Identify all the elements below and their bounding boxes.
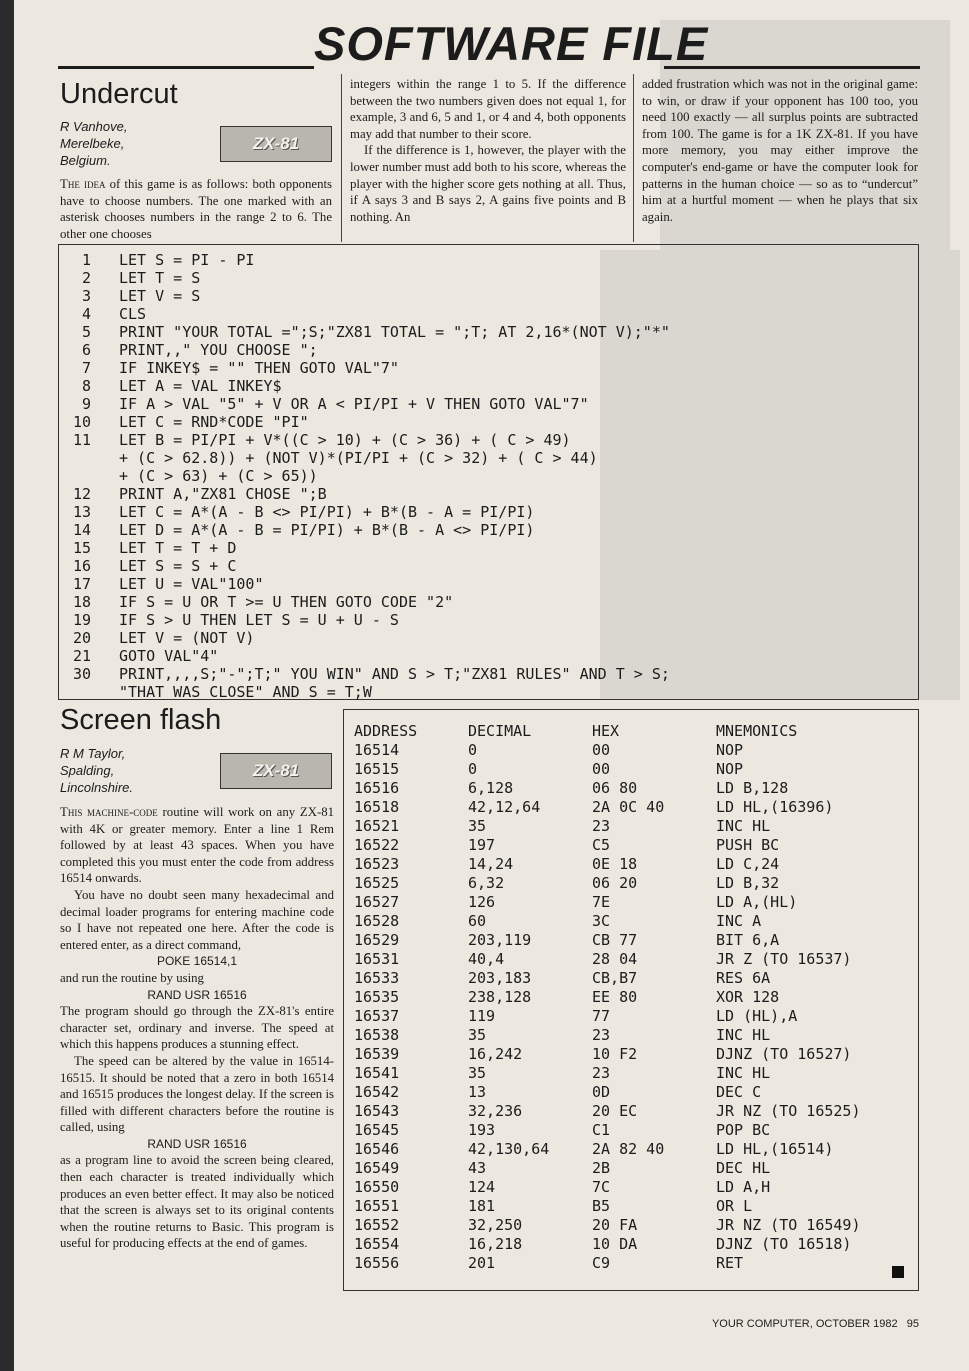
table-row: 16552 32,250 20 FA JR NZ (TO 16549) (354, 1216, 861, 1234)
table-row: 16538 35 23 INC HL (354, 1026, 771, 1044)
table-row: 16554 16,218 10 DA DJNZ (TO 16518) (354, 1235, 852, 1253)
column-rule (633, 74, 634, 242)
table-row: 16533 203,183 CB,B7 RES 6A (354, 969, 771, 987)
listing-line: LET C = A*(A - B <> PI/PI) + B*(B - A = PI/PI) (119, 503, 535, 521)
listing-line: LET B = PI/PI + V*((C > 10) + (C > 36) + ( C > 49) (119, 431, 571, 449)
page-footer (712, 1318, 919, 1330)
table-row: 16535 238,128 EE 80 XOR 128 (354, 988, 780, 1006)
listing-line: CLS (119, 305, 147, 323)
table-row: 16546 42,130,64 2A 82 40 LD HL,(16514) (354, 1140, 834, 1158)
listing-line: + (C > 63) + (C > 65)) (119, 467, 318, 485)
table-row: 16522 197 C5 PUSH BC (354, 836, 780, 854)
listing-line: LET U = VAL"100" (119, 575, 264, 593)
listing-line: LET C = RND*CODE "PI" (119, 413, 309, 431)
masthead: SOFTWARE FILE (314, 17, 709, 70)
listing-line: PRINT A,"ZX81 CHOSE ";B (119, 485, 327, 503)
listing-line: "THAT WAS CLOSE" AND S = T;W (119, 683, 372, 701)
listing-line: LET S = S + C (119, 557, 237, 575)
table-row: 16525 6,32 06 20 LD B,32 (354, 874, 780, 892)
undercut-col3: added frustration which was not in the original game: to win, or draw if your opponent has 100 too, you need 100 exactly — all surplus points are subtracted from 100. The game is for a 1K ZX-81. If you have more memory, you may either improve the computer's end-game or have the computer look for patterns in the human choice — so as to “undercut” him at a hurtful moment — when he plays that six again. (642, 77, 918, 224)
table-row: 16556 201 C9 RET (354, 1254, 744, 1272)
table-row: 16542 13 0D DEC C (354, 1083, 762, 1101)
listing-line: PRINT,," YOU CHOOSE "; (119, 341, 318, 359)
listing-line: IF S > U THEN LET S = U + U - S (119, 611, 399, 629)
table-row: 16531 40,4 28 04 JR Z (TO 16537) (354, 950, 852, 968)
table-row: 16529 203,119 CB 77 BIT 6,A (354, 931, 780, 949)
table-row: 16551 181 B5 OR L (354, 1197, 753, 1215)
table-row: 16543 32,236 20 EC JR NZ (TO 16525) (354, 1102, 861, 1120)
magazine-issue: YOUR COMPUTER, OCTOBER 1982 (711, 1318, 898, 1330)
listing-line: PRINT,,,,S;"-";T;" YOU WIN" AND S > T;"ZX81 RULES" AND T > S; (119, 665, 670, 683)
article-title-screen-flash: Screen flash (60, 704, 222, 736)
table-row: 16537 119 77 LD (HL),A (354, 1007, 798, 1025)
table-row: 16518 42,12,64 2A 0C 40 LD HL,(16396) (354, 798, 834, 816)
article-title-undercut: Undercut (60, 78, 178, 110)
listing-line: IF S = U OR T >= U THEN GOTO CODE "2" (119, 593, 454, 611)
table-row: 16528 60 3C INC A (354, 912, 762, 930)
scan-edge (0, 0, 14, 1371)
author-undercut: R Vanhove, Merelbeke, Belgium. (60, 119, 128, 168)
table-row: 16516 6,128 06 80 LD B,128 (354, 779, 789, 797)
column-rule (341, 74, 342, 242)
table-row: 16514 0 00 NOP (354, 741, 744, 759)
table-row: 16550 124 7C LD A,H (354, 1178, 771, 1196)
listing-line: IF INKEY$ = "" THEN GOTO VAL"7" (119, 359, 399, 377)
basic-listing: 1 LET S = PI - PI 2 LET T = S 3 LET V = S 4 CLS 5 PRINT "YOUR TOTAL =";S;"ZX81 TOTAL = ";T; AT 2,16*(NOT V);"*" 6 PRINT,," YOU CHOOSE "; 7 IF INKEY$ = "" THEN GOTO VAL"7" 8 LET A = VAL INKEY$ 9 IF A > VAL "5" + V OR A < PI/PI + V THEN GOTO VAL"7" 10 LET C = RND*CODE "PI" 11 LET B = PI/PI + V*((C > 10) + (C > 36) + ( C > 49) + (C > 62.8)) + (NOT V)*(PI/PI + (C > 32) + ( C > 44) + (C > 63) + (C > 65)) 12 PRINT A,"ZX81 CHOSE ";B 13 LET C = A*(A - B <> PI/PI) + B*(B - A = PI/PI) 14 LET D = A*(A - B = PI/PI) + B*(B - A <> PI/PI) 15 LET T = T + D 16 LET S = S + C 17 LET U = VAL"100" 18 IF S = U OR T >= U THEN GOTO CODE "2" 19 IF S > U THEN LET S = U + U - S 20 LET V = (NOT V) 21 GOTO VAL"4" 30 PRINT,,,,S;"-";T;" YOU WIN" AND S > T;"ZX81 RULES" AND T > S; "THAT WAS CLOSE" AND S = T;W (58, 244, 919, 700)
listing-line: PRINT "YOUR TOTAL =";S;"ZX81 TOTAL = ";T; AT 2,16*(NOT V);"*" (119, 323, 670, 341)
table-row: 16521 35 23 INC HL (354, 817, 771, 835)
table-row: 16527 126 7E LD A,(HL) (354, 893, 798, 911)
page-number: 95 (906, 1318, 919, 1330)
machine-code-table (343, 709, 919, 1291)
zx81-badge: ZX-81 (220, 753, 332, 789)
table-row: 16545 193 C1 POP BC (354, 1121, 771, 1139)
table-row: 16515 0 00 NOP (354, 760, 744, 778)
undercut-col2: integers within the range 1 to 5. If the difference between the two numbers given does not equal 1, for example, 3 and 6, 5 and 1, or 4 and 4, both opponents may add that number to their score. If the difference is 1, however, the player with the lower number must add both to his score, whereas the player with the higher score gets nothing at all. Thus, if A says 3 and B says 2, A gains five points and B nothing. An (350, 77, 626, 224)
undercut-col1: The idea of this game is as follows: both opponents have to choose numbers. The one marked with an asterisk chooses numbers in the range 2 to 6. The other one chooses (60, 177, 333, 241)
screen-flash-text: This machine-code routine will work on any ZX-81 with 4K or greater memory. Enter a line 1 Rem followed by at least 43 spaces. When you have completed this you must enter the code from address 16514 onwards. You have no doubt seen many hexadecimal and decimal loader programs for entering machine code so I have not repeated one here. After the code is entered enter, as a direct command, POKE 16514,1 and run the routine by using RAND USR 16516 The program should go through the ZX-81's entire character set, ordinary and inverse. The speed at which this happens produces a stunning effect. The speed can be altered by the value in 16514-16515. It should be noted that a zero in both 16514 and 16515 produces the longest delay. If the screen is filled with different characters before the routine is called, using RAND USR 16516 as a program line to avoid the screen being cleared, then each character is treated individually which produces an even better effect. It may also be noticed that the screen is always set to its original contents when the routine returns to Basic. This program is useful for producing effects at the end of games. (60, 805, 335, 1251)
listing-line: LET T = S (119, 269, 201, 287)
author-screen-flash: R M Taylor, Spalding, Lincolnshire. (60, 746, 133, 795)
table-row: 16541 35 23 INC HL (354, 1064, 771, 1082)
end-mark (892, 1266, 904, 1278)
header-rule-left (58, 66, 314, 69)
listing-line: LET A = VAL INKEY$ (119, 377, 282, 395)
table-row: 16523 14,24 0E 18 LD C,24 (354, 855, 780, 873)
listing-line: IF A > VAL "5" + V OR A < PI/PI + V THEN GOTO VAL"7" (119, 395, 589, 413)
table-row: 16539 16,242 10 F2 DJNZ (TO 16527) (354, 1045, 852, 1063)
listing-line: LET D = A*(A - B = PI/PI) + B*(B - A <> PI/PI) (119, 521, 535, 539)
listing-line: LET V = S (119, 287, 201, 305)
listing-line: GOTO VAL"4" (119, 647, 219, 665)
table-header: ADDRESS DECIMAL HEX MNEMONICS (354, 722, 798, 740)
zx81-badge: ZX-81 (220, 126, 332, 162)
listing-line: + (C > 62.8)) + (NOT V)*(PI/PI + (C > 32) + ( C > 44) (119, 449, 598, 467)
listing-line: LET V = (NOT V) (119, 629, 255, 647)
table-row: 16549 43 2B DEC HL (354, 1159, 771, 1177)
listing-line: LET T = T + D (119, 539, 237, 557)
listing-line: LET S = PI - PI (119, 251, 255, 269)
